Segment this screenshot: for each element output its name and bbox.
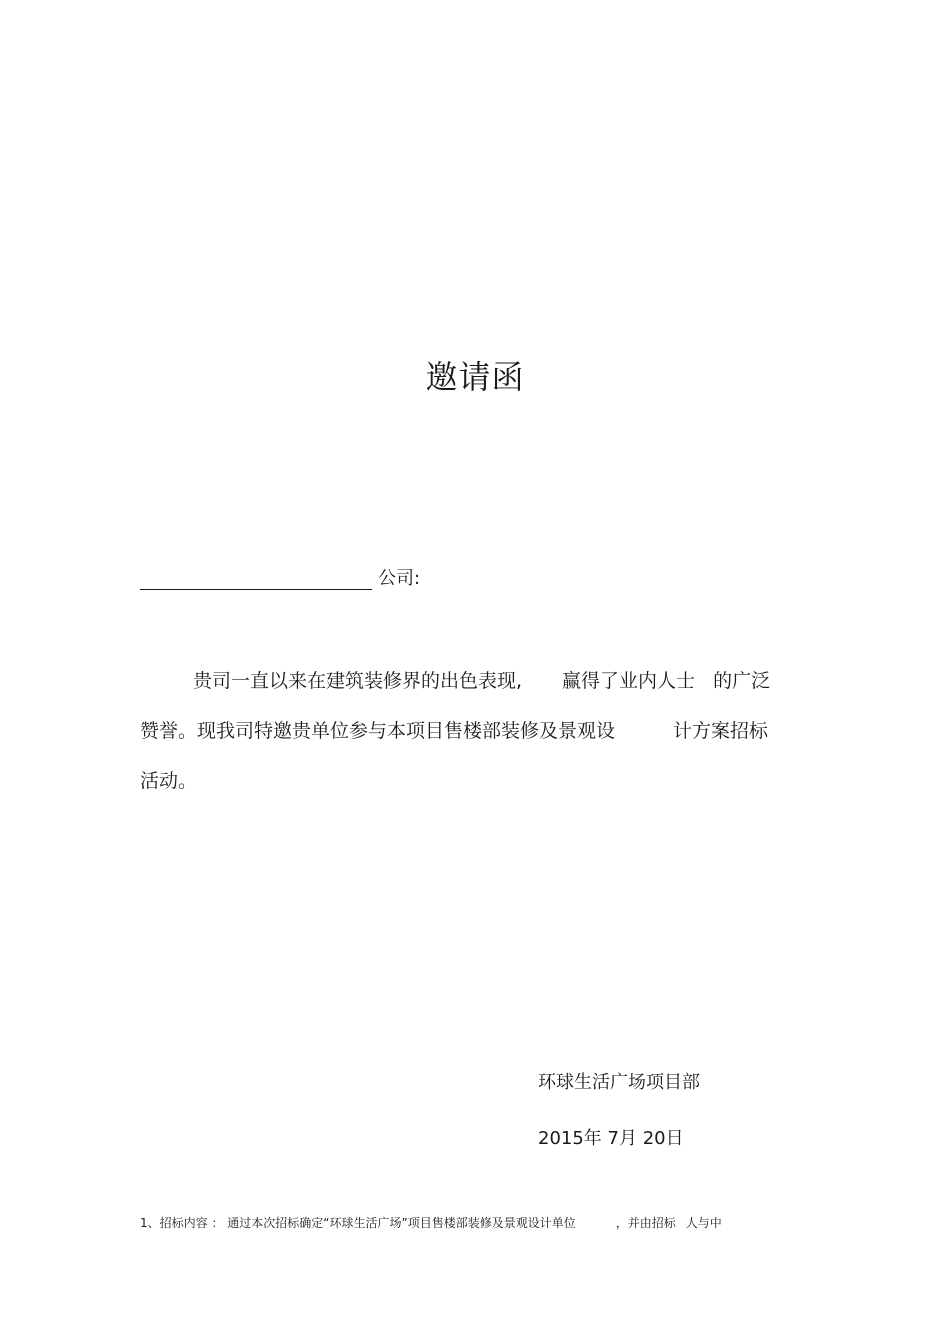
signature-date: 2015年 7月 20日: [538, 1128, 684, 1149]
body-text-1b: 赢得了业内人士: [562, 670, 696, 692]
body-text-2a: 赞誉。现我司特邀贵单位参与本项目售楼部装修及景观设: [140, 720, 616, 742]
body-paragraph-line-1: [193, 666, 770, 693]
page-title: 邀请函: [425, 358, 525, 396]
footnote-text-b: ，并由招标: [615, 1216, 676, 1230]
footnote-text-c: 人与中: [685, 1216, 722, 1230]
salutation: [140, 564, 420, 590]
body-text-1c: 的广泛: [713, 670, 771, 692]
signature-organization: 环球生活广场项目部: [538, 1072, 700, 1093]
footnote-text-a: 1、招标内容 ： 通过本次招标确定“环球生活广场”项目售楼部装修及景观设计单位: [140, 1216, 576, 1230]
footnote: [140, 1214, 722, 1231]
body-text-1a: 贵司一直以来在建筑装修界的出色表现,: [193, 670, 523, 692]
body-text-2b: 计方案招标: [673, 720, 769, 742]
body-paragraph-line-2: [140, 716, 768, 743]
company-name-blank: [140, 569, 372, 590]
body-paragraph-line-3: 活动。: [140, 770, 198, 792]
salutation-suffix: 公司:: [378, 568, 421, 589]
